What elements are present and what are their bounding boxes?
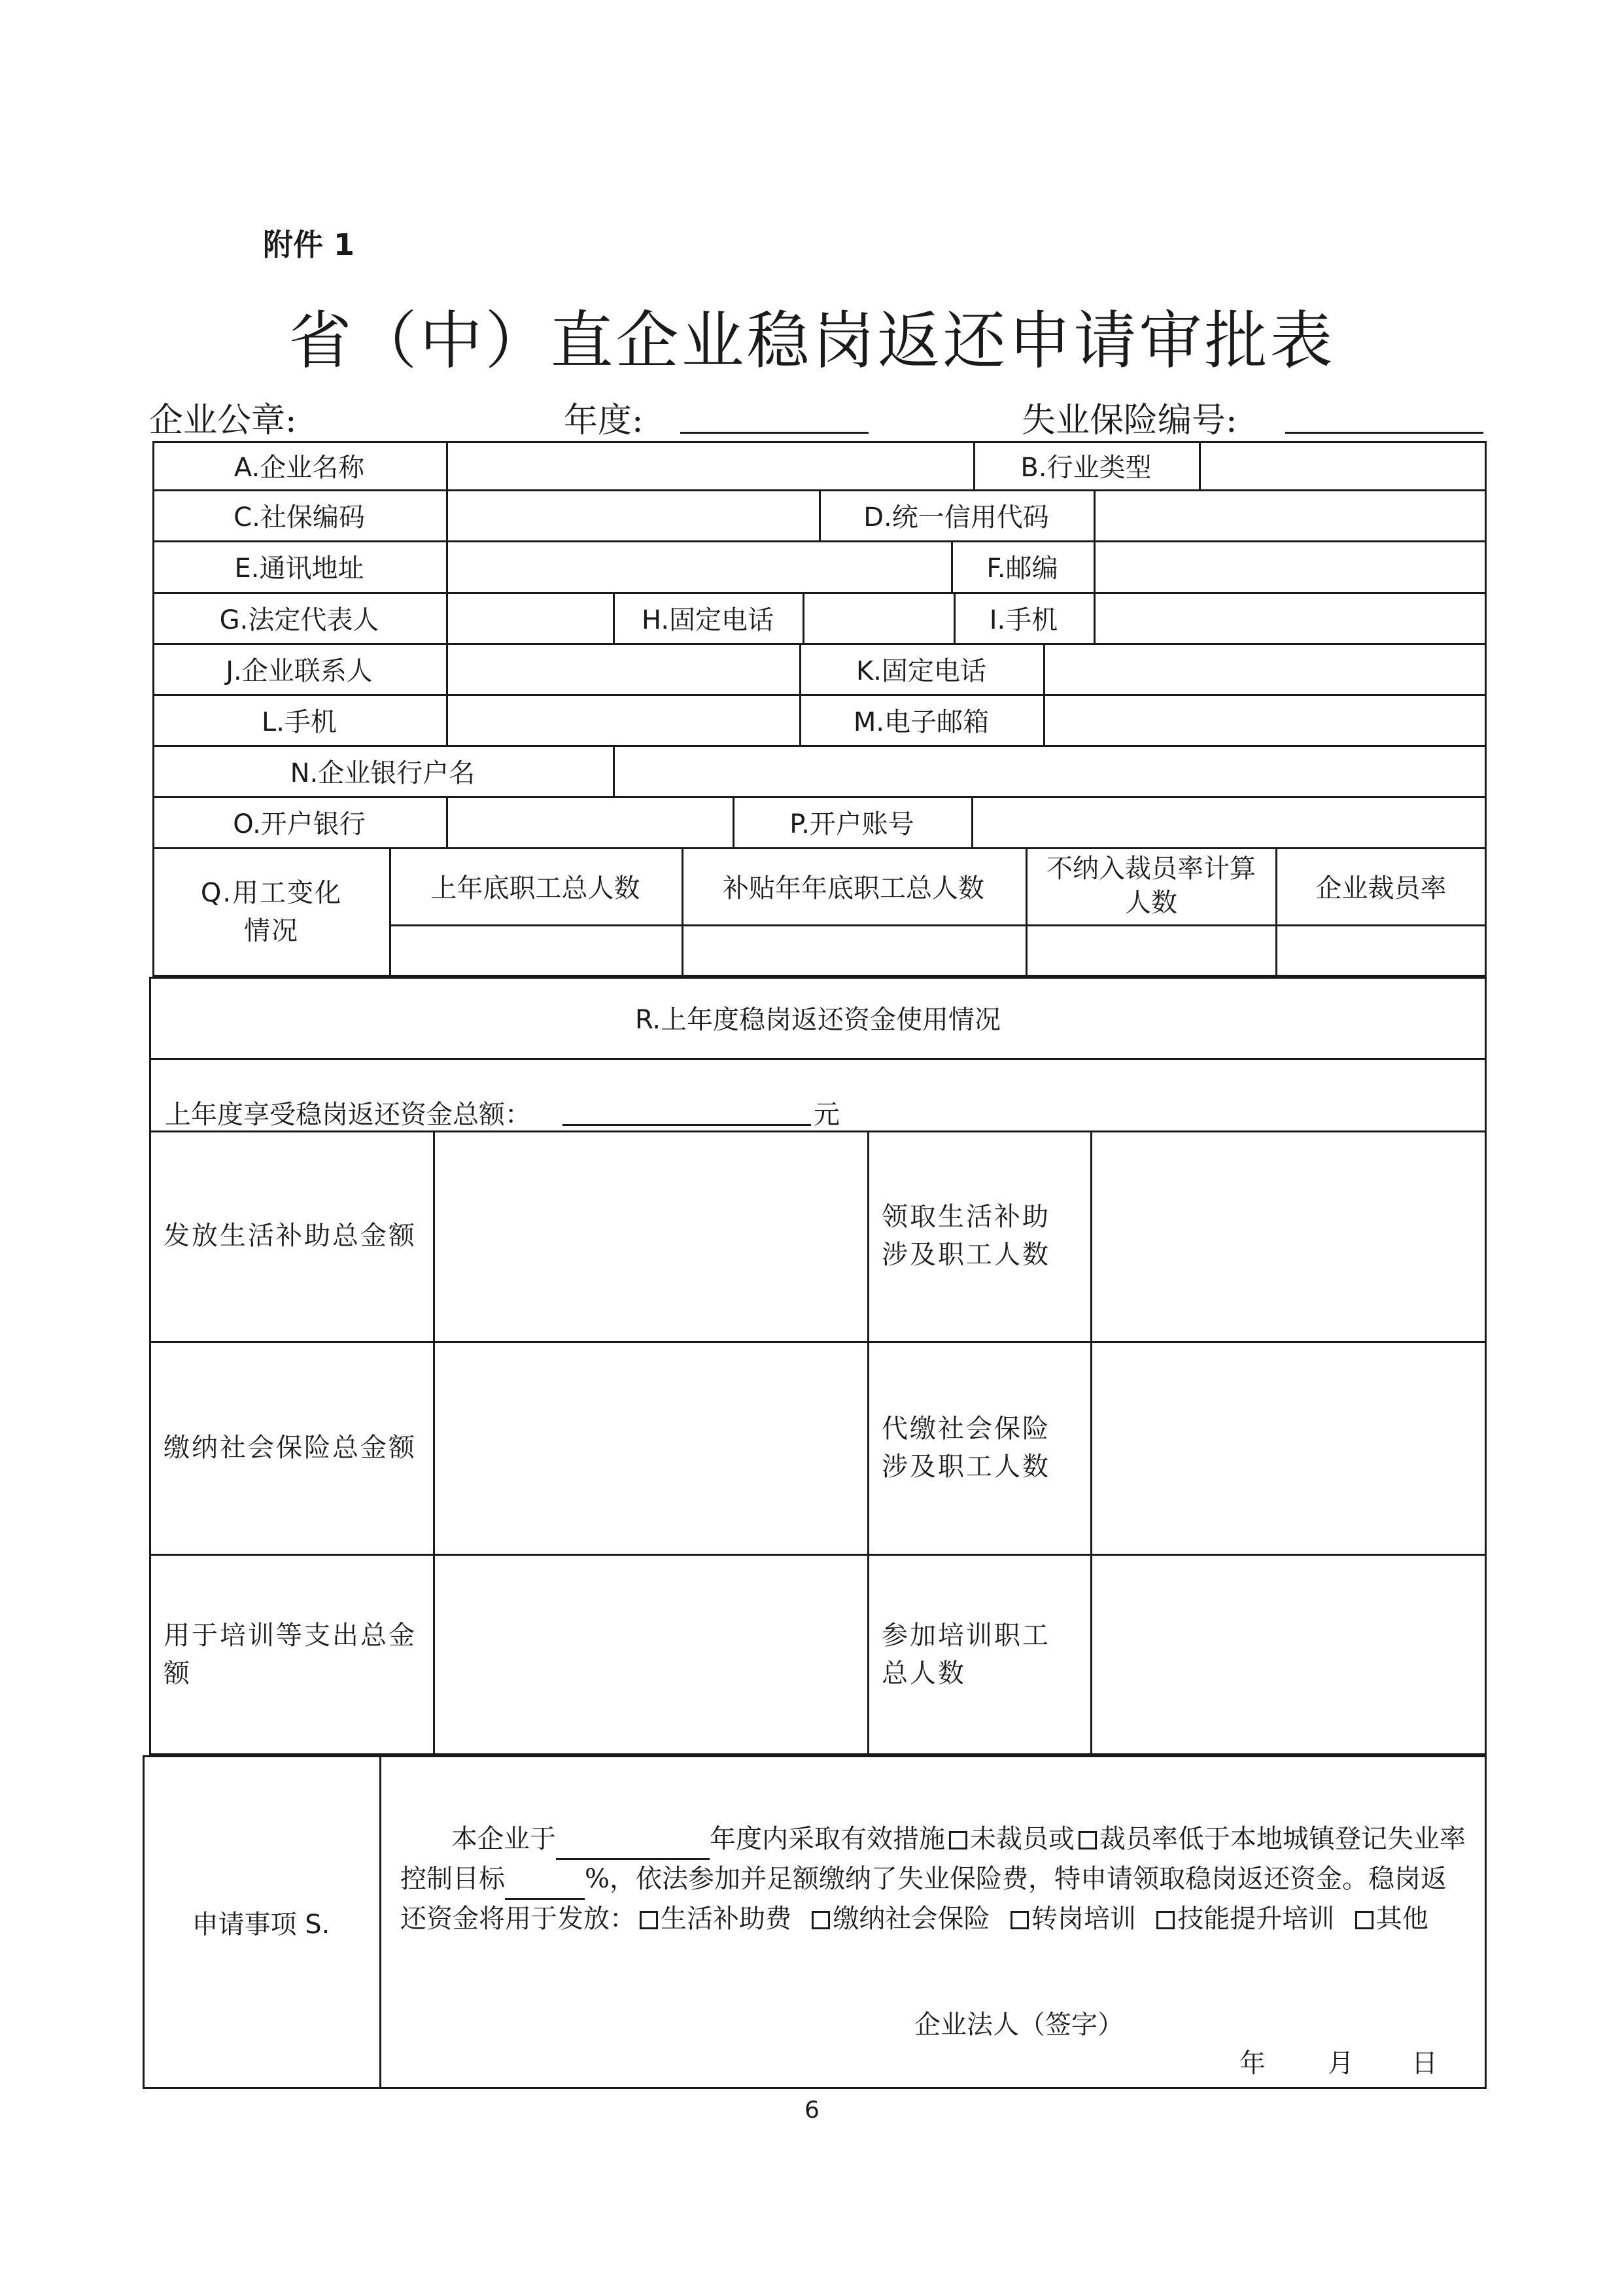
legal-rep-phone-label: H.固定电话 bbox=[641, 604, 774, 635]
legal-signature-label: 企业法人（签字） bbox=[914, 2010, 1124, 2040]
account-no-field[interactable] bbox=[973, 796, 1487, 847]
training-count-label: 参加培训职工总人数 bbox=[882, 1621, 1050, 1689]
prev-year-employees-header: 上年底职工总人数 bbox=[430, 873, 640, 903]
date-year-label: 年 bbox=[1239, 2048, 1266, 2078]
credit-code-label: D.统一信用代码 bbox=[863, 502, 1049, 533]
date-month-label: 月 bbox=[1328, 2048, 1354, 2078]
rate-target-field[interactable] bbox=[505, 1860, 585, 1900]
use-other-checkbox[interactable] bbox=[1355, 1911, 1373, 1929]
page-number: 6 bbox=[804, 2097, 820, 2124]
fund-usage-section-title: R.上年度稳岗返还资金使用情况 bbox=[634, 1004, 1001, 1035]
contact-mobile-label: L.手机 bbox=[262, 707, 337, 737]
company-name-label: A.企业名称 bbox=[233, 452, 365, 483]
account-no-label: P.开户账号 bbox=[789, 809, 914, 839]
email-field[interactable] bbox=[1045, 694, 1487, 745]
layoff-rate-header: 企业裁员率 bbox=[1315, 873, 1447, 903]
subsidy-year-employees-header: 补贴年年底职工总人数 bbox=[723, 873, 984, 903]
application-year-field[interactable] bbox=[556, 1820, 710, 1860]
date-day-label: 日 bbox=[1411, 2048, 1438, 2078]
address-field[interactable] bbox=[448, 540, 951, 592]
fund-total-unit: 元 bbox=[814, 1100, 840, 1130]
year-label: 年度: bbox=[564, 401, 644, 440]
address-label: E.通讯地址 bbox=[234, 553, 364, 584]
use-living-checkbox[interactable] bbox=[640, 1911, 658, 1929]
company-name-field[interactable] bbox=[448, 441, 973, 489]
social-security-code-field[interactable] bbox=[448, 489, 819, 540]
living-subsidy-total-label: 发放生活补助总金额 bbox=[164, 1221, 417, 1251]
year-field[interactable] bbox=[680, 432, 869, 434]
prev-year-employees-field[interactable] bbox=[391, 926, 682, 977]
excluded-count-field[interactable] bbox=[1028, 926, 1275, 977]
contact-mobile-field[interactable] bbox=[448, 694, 799, 745]
excluded-count-header: 不纳入裁员率计算人数 bbox=[1046, 854, 1256, 918]
bank-account-name-field[interactable] bbox=[615, 745, 1487, 796]
training-total-label: 用于培训等支出总金额 bbox=[164, 1621, 417, 1689]
insurance-count-field[interactable] bbox=[1092, 1341, 1487, 1554]
living-subsidy-count-field[interactable] bbox=[1092, 1130, 1487, 1341]
page-title: 省（中）直企业稳岗返还申请审批表 bbox=[288, 304, 1336, 377]
living-subsidy-count-label: 领取生活补助涉及职工人数 bbox=[882, 1202, 1050, 1270]
legal-rep-field[interactable] bbox=[448, 592, 613, 643]
legal-rep-label: G.法定代表人 bbox=[219, 604, 379, 635]
industry-type-field[interactable] bbox=[1201, 441, 1487, 489]
application-statement: 本企业于 年度内采取有效措施 未裁员或 裁员率低于本地城镇登记失业率控制目标 %，依法参加并足额缴纳了失业保险费，特申请领取稳岗返还资金。稳岗返还资金将用于发放： 生活补助费 缴纳社会保险 转岗培训 技能提升培训 其他 bbox=[400, 1820, 1466, 1938]
contact-person-label: J.企业联系人 bbox=[226, 656, 373, 686]
contact-person-field[interactable] bbox=[448, 643, 799, 694]
training-count-field[interactable] bbox=[1092, 1554, 1487, 1755]
use-insurance-checkbox[interactable] bbox=[812, 1911, 830, 1929]
insurance-no-field[interactable] bbox=[1285, 432, 1483, 434]
use-skill-training-checkbox[interactable] bbox=[1156, 1911, 1175, 1929]
insurance-total-field[interactable] bbox=[435, 1341, 867, 1554]
contact-phone-label: K.固定电话 bbox=[856, 656, 986, 686]
insurance-total-label: 缴纳社会保险总金额 bbox=[164, 1432, 417, 1463]
bank-field[interactable] bbox=[448, 796, 733, 847]
layoff-rate-field[interactable] bbox=[1277, 926, 1487, 977]
subsidy-year-employees-field[interactable] bbox=[683, 926, 1026, 977]
legal-rep-mobile-field[interactable] bbox=[1096, 592, 1487, 643]
postcode-field[interactable] bbox=[1096, 540, 1487, 592]
application-label: 申请事项 S. bbox=[192, 1909, 330, 1940]
training-total-field[interactable] bbox=[435, 1554, 867, 1755]
postcode-label: F.邮编 bbox=[986, 553, 1058, 584]
bank-label: O.开户银行 bbox=[233, 809, 366, 839]
living-subsidy-total-field[interactable] bbox=[435, 1130, 867, 1341]
email-label: M.电子邮箱 bbox=[853, 707, 990, 737]
insurance-count-label: 代缴社会保险涉及职工人数 bbox=[882, 1413, 1050, 1482]
contact-phone-field[interactable] bbox=[1045, 643, 1487, 694]
use-transfer-training-checkbox[interactable] bbox=[1011, 1911, 1029, 1929]
legal-rep-phone-field[interactable] bbox=[804, 592, 954, 643]
credit-code-field[interactable] bbox=[1096, 489, 1487, 540]
legal-rep-mobile-label: I.手机 bbox=[989, 604, 1058, 635]
seal-label: 企业公章: bbox=[149, 401, 297, 440]
industry-type-label: B.行业类型 bbox=[1020, 452, 1152, 483]
bank-account-name-label: N.企业银行户名 bbox=[290, 758, 475, 788]
fund-total-label: 上年度享受稳岗返还资金总额： bbox=[165, 1100, 531, 1130]
rate-low-checkbox[interactable] bbox=[1079, 1831, 1097, 1849]
attachment-label: 附件 1 bbox=[263, 227, 355, 262]
employment-change-label: Q.用工变化情况 bbox=[200, 878, 343, 946]
fund-total-field[interactable] bbox=[562, 1124, 811, 1126]
social-security-code-label: C.社保编码 bbox=[233, 502, 365, 533]
no-layoff-checkbox[interactable] bbox=[949, 1831, 967, 1849]
insurance-no-label: 失业保险编号: bbox=[1022, 401, 1237, 440]
